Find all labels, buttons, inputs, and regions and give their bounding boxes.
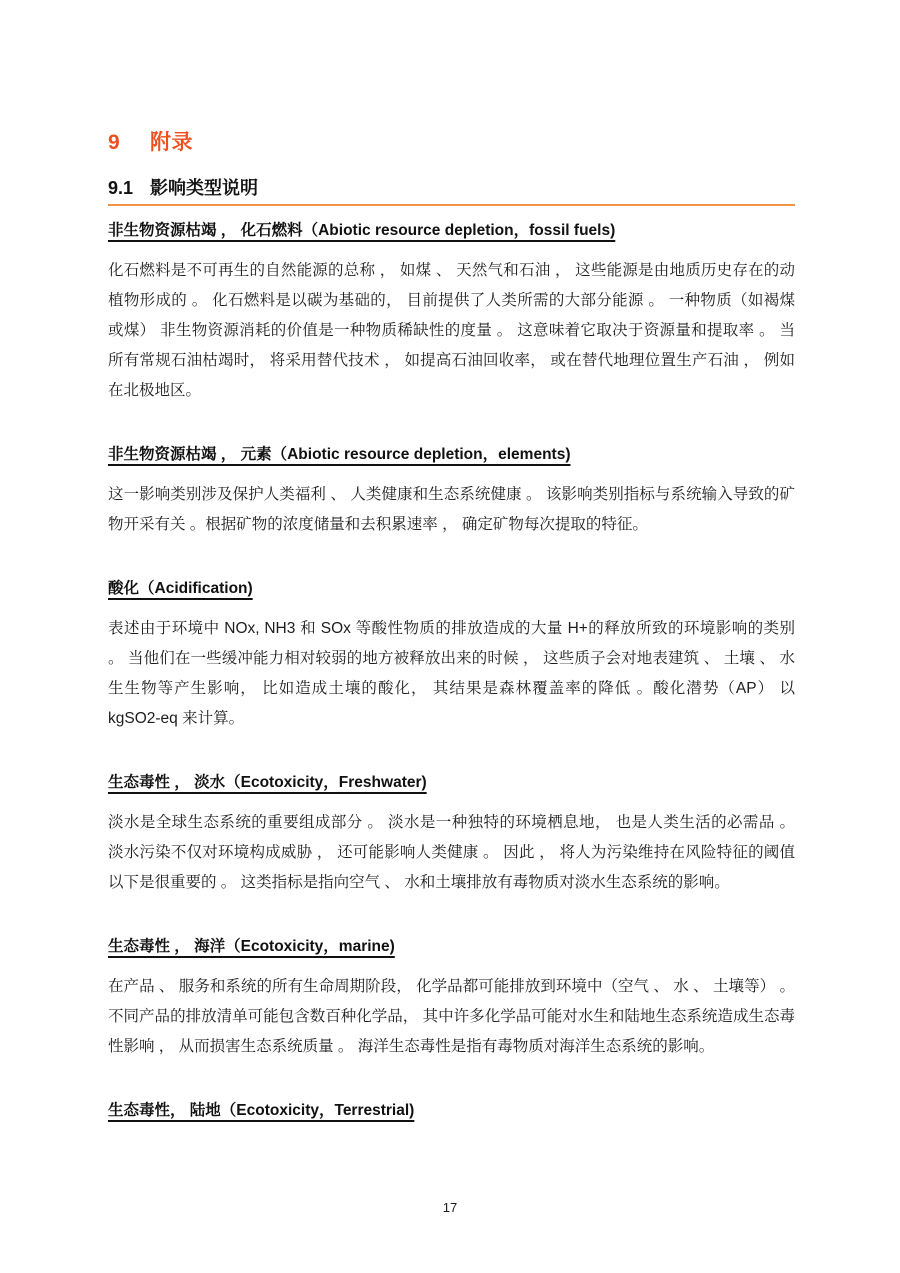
impact-category-paragraph: 淡水是全球生态系统的重要组成部分 。 淡水是一种独特的环境栖息地， 也是人类生活的必需品 。 淡水污染不仅对环境构成威胁 ， 还可能影响人类健康 。 因此 ， 将人为污染维持在风险特征的阈值以下是很重要的 。 这类指标是指向空气 、 水和土壤排放有毒物质对淡水生态系统的影响。 — [108, 814, 795, 891]
chapter-title: 附录 — [150, 131, 193, 154]
impact-category-section — [108, 444, 795, 540]
impact-category-heading: 生态毒性 ， 海洋（Ecotoxicity，marine) — [108, 938, 395, 955]
impact-category-paragraph: 这一影响类别涉及保护人类福利 、 人类健康和生态系统健康 。 该影响类别指标与系统输入导致的矿物开采有关 。根据矿物的浓度储量和去积累速率 ， 确定矿物每次提取的特征。 — [108, 486, 795, 533]
section-number: 9.1 — [108, 178, 134, 198]
impact-category-heading: 生态毒性， 陆地（Ecotoxicity，Terrestrial) — [108, 1102, 415, 1119]
impact-category-section — [108, 1100, 795, 1122]
impact-category-heading: 酸化（Acidification) — [108, 580, 253, 597]
impact-category-section — [108, 220, 795, 406]
page-number: 17 — [442, 1200, 458, 1215]
chapter-heading — [108, 130, 795, 156]
section-heading — [108, 177, 795, 206]
impact-category-section — [108, 578, 795, 734]
impact-category-paragraph: 表述由于环境中 NOx, NH3 和 SOx 等酸性物质的排放造成的大量 H+的释放所致的环境影响的类别 。 当他们在一些缓冲能力相对较弱的地方被释放出来的时候 ， 这些质子会对地表建筑 、 土壤 、 水生生物等产生影响， 比如造成土壤的酸化， 其结果是森林覆盖率的降低 。酸化潜势（AP） 以 kgSO2-eq 来计算。 — [108, 620, 795, 727]
chapter-number: 9 — [108, 131, 121, 154]
impact-category-paragraph: 化石燃料是不可再生的自然能源的总称 ， 如煤 、 天然气和石油 ， 这些能源是由地质历史存在的动植物形成的 。 化石燃料是以碳为基础的， 目前提供了人类所需的大部分能源 。 一种物质（如褐煤或煤） 非生物资源消耗的价值是一种物质稀缺性的度量 。 这意味着它取决于资源量和提取率 。 当所有常规石油枯竭时， 将采用替代技术 ， 如提高石油回收率， 或在替代地理位置生产石油 ， 例如在北极地区。 — [108, 262, 795, 399]
impact-category-heading: 非生物资源枯竭 ， 化石燃料（Abiotic resource depletion，fossil fuels) — [108, 222, 616, 239]
impact-category-heading: 生态毒性 ， 淡水（Ecotoxicity，Freshwater) — [108, 774, 427, 791]
impact-category-paragraph: 在产品 、 服务和系统的所有生命周期阶段， 化学品都可能排放到环境中（空气 、 水 、 土壤等） 。 不同产品的排放清单可能包含数百种化学品， 其中许多化学品可能对水生和陆地生态系统造成生态毒性影响 ， 从而损害生态系统质量 。 海洋生态毒性是指有毒物质对海洋生态系统的影响。 — [108, 978, 795, 1055]
impact-category-heading: 非生物资源枯竭 ， 元素（Abiotic resource depletion，elements) — [108, 446, 571, 463]
impact-category-section — [108, 936, 795, 1062]
section-title: 影响类型说明 — [150, 178, 258, 198]
impact-category-list — [108, 220, 795, 1122]
impact-category-section — [108, 772, 795, 898]
